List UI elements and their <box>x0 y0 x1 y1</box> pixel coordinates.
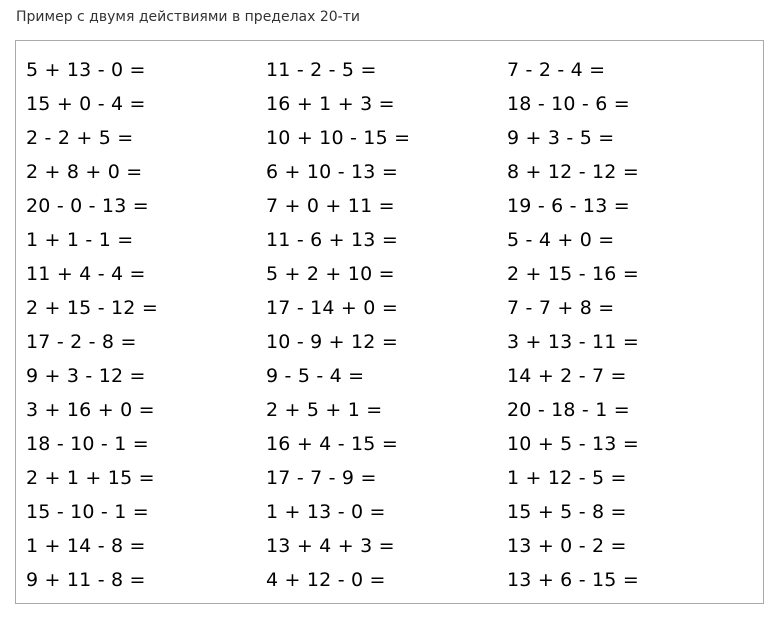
exercise-item: 14 + 2 - 7 = <box>507 365 627 387</box>
exercise-item: 2 + 1 + 15 = <box>26 467 155 489</box>
exercise-item: 13 + 6 - 15 = <box>507 569 639 591</box>
exercise-item: 5 + 13 - 0 = <box>26 59 146 81</box>
exercise-column-1 <box>26 53 158 597</box>
exercise-item: 2 + 15 - 12 = <box>26 297 158 319</box>
exercise-item: 16 + 4 - 15 = <box>266 433 398 455</box>
exercise-item: 8 + 12 - 12 = <box>507 161 639 183</box>
exercise-item: 7 + 0 + 11 = <box>266 195 395 217</box>
exercise-item: 11 + 4 - 4 = <box>26 263 146 285</box>
exercise-item: 16 + 1 + 3 = <box>266 93 395 115</box>
exercise-item: 5 + 2 + 10 = <box>266 263 395 285</box>
exercise-item: 2 + 5 + 1 = <box>266 399 383 421</box>
exercise-item: 17 - 7 - 9 = <box>266 467 377 489</box>
exercise-item: 13 + 0 - 2 = <box>507 535 627 557</box>
exercise-item: 1 + 1 - 1 = <box>26 229 134 251</box>
exercise-item: 1 + 14 - 8 = <box>26 535 146 557</box>
exercise-item: 20 - 18 - 1 = <box>507 399 630 421</box>
exercise-item: 2 + 8 + 0 = <box>26 161 143 183</box>
exercise-item: 10 + 5 - 13 = <box>507 433 639 455</box>
exercise-item: 13 + 4 + 3 = <box>266 535 395 557</box>
exercise-item: 11 - 2 - 5 = <box>266 59 377 81</box>
exercise-item: 10 + 10 - 15 = <box>266 127 411 149</box>
exercise-item: 9 + 3 - 12 = <box>26 365 146 387</box>
exercise-item: 1 + 12 - 5 = <box>507 467 627 489</box>
exercise-item: 17 - 14 + 0 = <box>266 297 398 319</box>
exercise-item: 1 + 13 - 0 = <box>266 501 386 523</box>
exercise-item: 15 + 5 - 8 = <box>507 501 627 523</box>
exercise-item: 9 - 5 - 4 = <box>266 365 365 387</box>
exercise-item: 7 - 2 - 4 = <box>507 59 606 81</box>
page-title: Пример с двумя действиями в пределах 20-ти <box>16 9 360 25</box>
exercise-item: 7 - 7 + 8 = <box>507 297 615 319</box>
exercise-item: 15 - 10 - 1 = <box>26 501 149 523</box>
exercise-item: 11 - 6 + 13 = <box>266 229 398 251</box>
exercise-item: 15 + 0 - 4 = <box>26 93 146 115</box>
exercise-item: 20 - 0 - 13 = <box>26 195 149 217</box>
exercise-item: 2 - 2 + 5 = <box>26 127 134 149</box>
exercise-item: 17 - 2 - 8 = <box>26 331 137 353</box>
exercise-item: 4 + 12 - 0 = <box>266 569 386 591</box>
exercise-item: 10 - 9 + 12 = <box>266 331 398 353</box>
exercise-item: 9 + 11 - 8 = <box>26 569 146 591</box>
exercise-column-2 <box>266 53 410 597</box>
exercise-item: 18 - 10 - 6 = <box>507 93 630 115</box>
exercise-item: 2 + 15 - 16 = <box>507 263 639 285</box>
exercise-item: 6 + 10 - 13 = <box>266 161 398 183</box>
exercise-item: 5 - 4 + 0 = <box>507 229 615 251</box>
exercise-item: 18 - 10 - 1 = <box>26 433 149 455</box>
exercise-item: 19 - 6 - 13 = <box>507 195 630 217</box>
exercise-item: 3 + 13 - 11 = <box>507 331 639 353</box>
exercise-column-3 <box>507 53 639 597</box>
exercise-sheet <box>15 40 764 604</box>
exercise-item: 3 + 16 + 0 = <box>26 399 155 421</box>
exercise-item: 9 + 3 - 5 = <box>507 127 615 149</box>
